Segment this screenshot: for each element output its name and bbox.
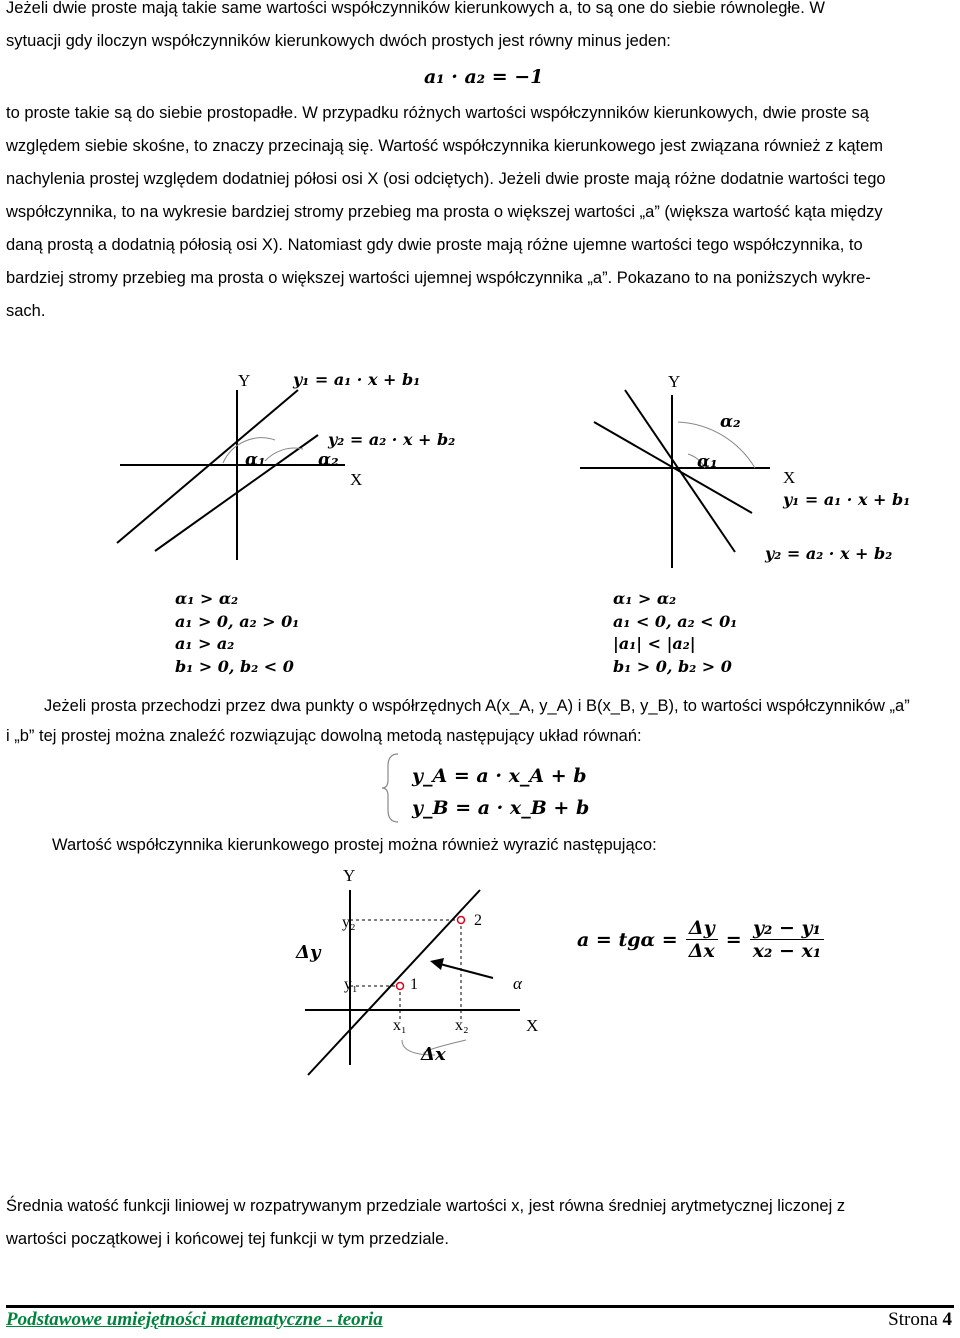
graph1-line2-equation: y₂ = a₂ · x + b₂ (328, 430, 456, 449)
fraction-coordinates (750, 917, 824, 962)
condition: a₁ > a₂ (175, 634, 235, 653)
footer-divider (6, 1305, 954, 1308)
point-1-marker (397, 983, 404, 990)
equation-b: y_B = a · x_B + b (412, 797, 590, 819)
graph3-x2-label: x₂ (455, 1017, 469, 1034)
points-paragraph (6, 691, 952, 751)
graph3-y2-label: y₂ (342, 914, 356, 931)
mean-line: Średnia watość funkcji liniowej w rozpatrywanym przedziale wartości x, jest równa średniej arytmetycznej liczonej z (6, 1197, 846, 1215)
graph3-alpha-label: α (513, 974, 522, 993)
condition: a₁ > 0, a₂ > 0₁ (175, 611, 300, 631)
intro-line: nachylenia prostej względem dodatniej półosi osi X (osi odciętych). Jeżeli dwie proste mają różne dodatnie wartości tego (6, 170, 886, 188)
intro-line: sytuacji gdy iloczyn współczynników kierunkowych dwóch prostych jest równy minus jeden: (6, 32, 671, 50)
mean-paragraph (6, 1190, 952, 1256)
intro-line: to proste takie są do siebie prostopadłe. W przypadku różnych wartości współczynników kierunkowych, dwie proste są (6, 104, 869, 122)
alpha-arrow (440, 964, 493, 978)
graph3-point2-label: 2 (474, 912, 482, 929)
graph3-y1-label: y₁ (344, 976, 358, 993)
perpendicular-formula: a₁ · a₂ = −1 (424, 66, 544, 88)
condition: b₁ > 0, b₂ < 0 (175, 656, 294, 676)
fraction-dy-dx (686, 917, 718, 962)
graph1-conditions (175, 588, 299, 678)
graph2-y-label: Y (668, 372, 681, 391)
condition: α₁ > α₂ (175, 589, 239, 608)
intro-line: względem siebie skośne, to znaczy przecinają się. Wartość współczynnika kierunkowego jest związana również z kątem (6, 137, 884, 155)
intro-paragraph (6, 0, 952, 58)
mean-line: wartości początkowej i końcowej tej funkcji w tym przedziale. (6, 1230, 449, 1248)
graph1-angle1: α₁ (245, 450, 266, 470)
line-y1 (117, 390, 298, 543)
alpha-arrowhead (430, 958, 444, 970)
intro-line: bardziej stromy przebieg ma prosta o większej wartości ujemnej współczynnika „a”. Pokazano to na poniższych wykre- (6, 269, 871, 287)
points-line: Jeżeli prosta przechodzi przez dwa punkty o współrzędnych A(x_A, y_A) i B(x_B, y_B), to wartości współczynników „a” (44, 697, 910, 715)
footer-page-label: Strona (888, 1309, 938, 1330)
points-line: i „b” tej prostej można znaleźć rozwiązując dowolną metodą następujący układ równań: (6, 727, 642, 745)
fraction-denominator: Δx (688, 940, 715, 962)
graph1-angle2: α₂ (318, 450, 339, 470)
line-y2 (625, 390, 735, 552)
graph2-line1-equation: y₁ = a₁ · x + b₁ (783, 490, 911, 509)
condition: |a₁| < |a₂| (613, 634, 696, 653)
intro-line: sach. (6, 302, 46, 320)
graph3-dy-label: Δy (296, 942, 321, 963)
fraction-denominator: x₂ − x₁ (752, 940, 822, 962)
condition: a₁ < 0, a₂ < 0₁ (613, 611, 738, 631)
graph2-line2-equation: y₂ = a₂ · x + b₂ (765, 544, 893, 563)
equation-a: y_A = a · x_A + b (412, 765, 587, 787)
equals-sign: = (725, 928, 742, 951)
footer-page (888, 1309, 952, 1331)
graph2-angle2: α₂ (720, 412, 741, 432)
footer-page-number: 4 (942, 1309, 952, 1330)
condition: b₁ > 0, b₂ > 0 (613, 656, 732, 676)
graph1-x-label: X (350, 470, 363, 489)
graph3-point1-label: 1 (410, 976, 418, 993)
fraction-numerator: y₂ − y₁ (750, 917, 824, 940)
graph1-line1-equation: y₁ = a₁ · x + b₁ (293, 370, 421, 389)
intro-line: współczynnika, to na wykresie bardziej stromy przebieg ma prosta o większej wartości „a” (większa wartość kąta między (6, 203, 883, 221)
equation-system (412, 760, 589, 824)
graph2-x-label: X (783, 468, 796, 487)
graph3-dx-label: Δx (421, 1044, 446, 1065)
fraction-numerator: Δy (686, 917, 718, 940)
graph3-y-label: Y (343, 866, 356, 885)
graph2-conditions (613, 588, 737, 678)
slope-formula (577, 917, 824, 962)
line (308, 890, 480, 1075)
graph-positive-slopes (100, 365, 500, 565)
graph1-y-label: Y (238, 371, 251, 390)
intro-line: Jeżeli dwie proste mają takie same wartości współczynników kierunkowych a, to są one do siebie równoległe. W (6, 0, 825, 17)
intro-line: daną prostą a dodatnią półosią osi X). Natomiast gdy dwie proste mają różne ujemne wartości tego współczynnika, to (6, 236, 863, 254)
slope-formula-lhs: a = tgα = (577, 928, 678, 951)
graph2-angle1: α₁ (697, 452, 718, 472)
condition: α₁ > α₂ (613, 589, 677, 608)
graph-negative-slopes (560, 370, 960, 570)
slope-paragraph: Wartość współczynnika kierunkowego prostej można również wyrazić następująco: (52, 836, 657, 854)
system-brace (380, 752, 402, 824)
graph3-x1-label: x₁ (393, 1017, 407, 1034)
intro-paragraph-cont (6, 97, 952, 328)
graph3-x-label: X (526, 1016, 539, 1035)
point-2-marker (458, 917, 465, 924)
footer-title: Podstawowe umiejętności matematyczne - teoria (6, 1309, 383, 1330)
